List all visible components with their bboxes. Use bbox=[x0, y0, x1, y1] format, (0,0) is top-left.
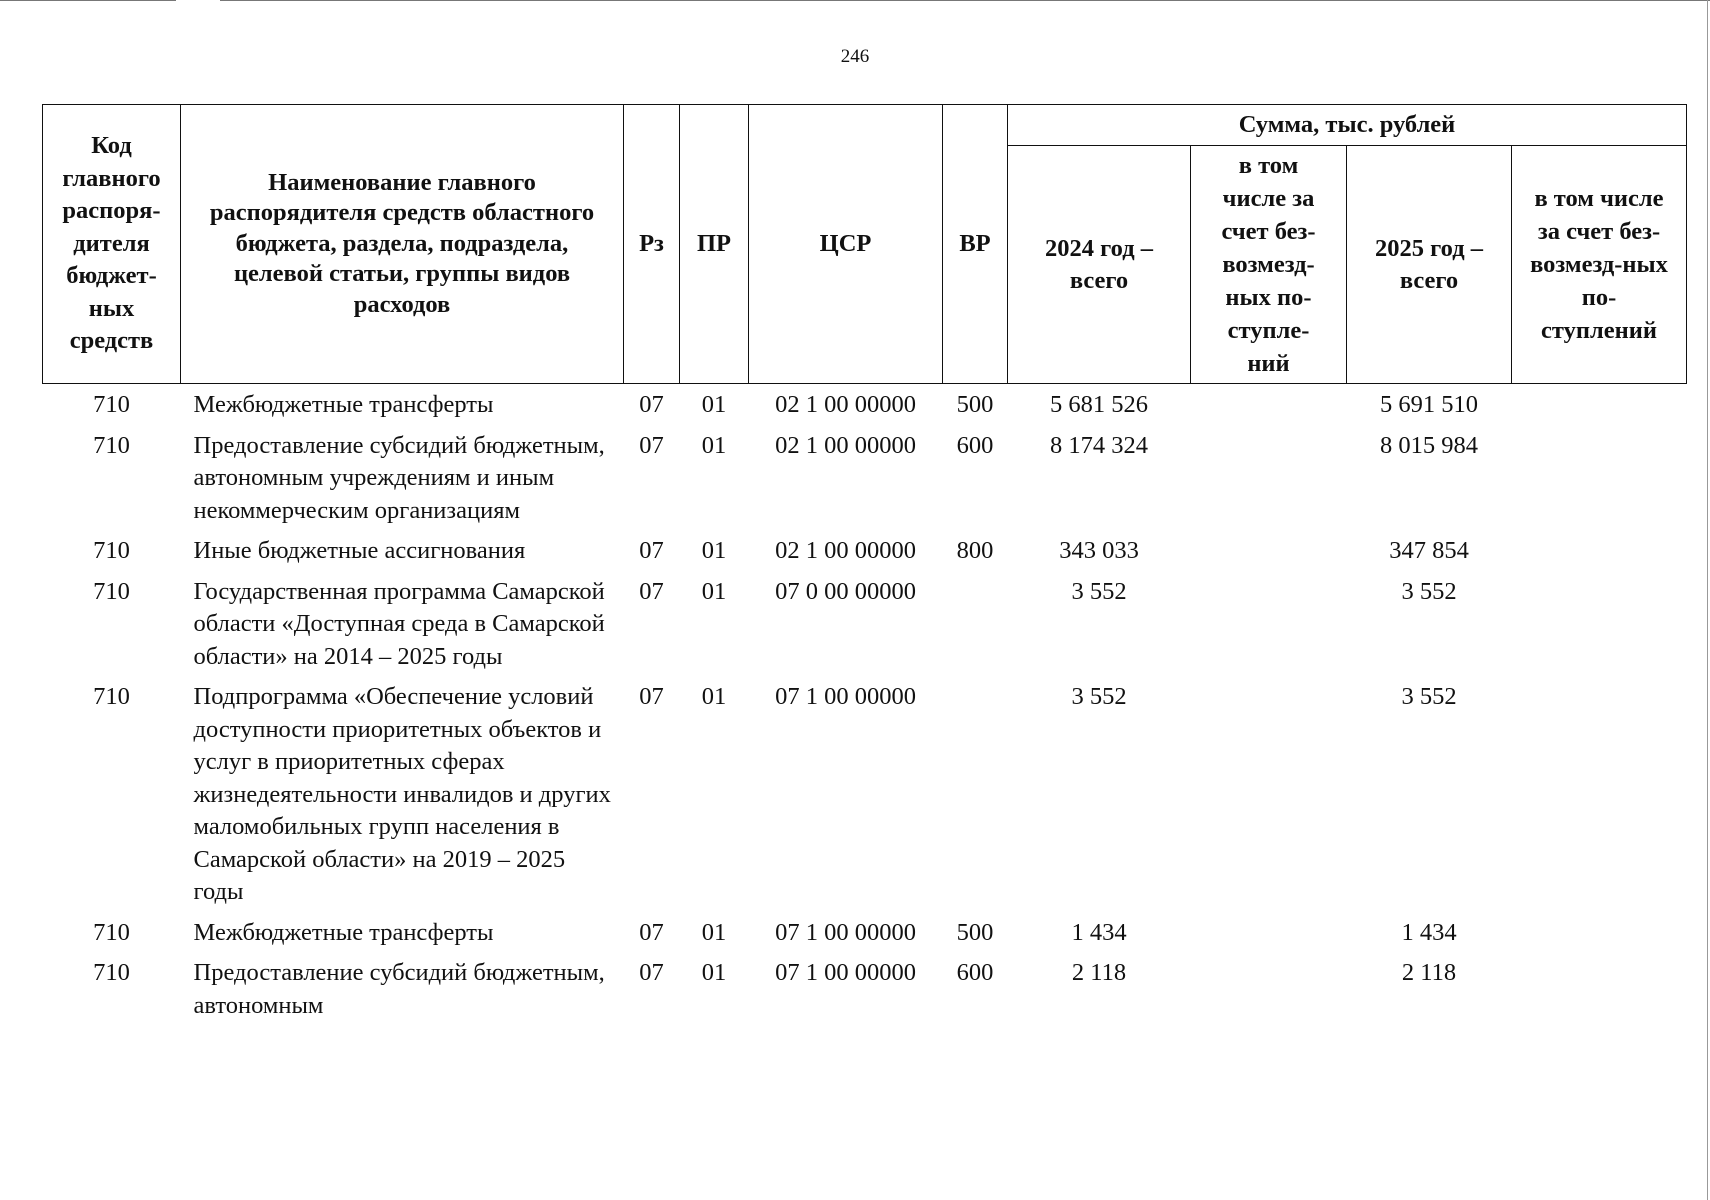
budget-table bbox=[42, 104, 1687, 1025]
cell-2025-gratuitous bbox=[1512, 571, 1687, 677]
cell-csr: 07 1 00 00000 bbox=[775, 959, 916, 986]
cell-2024-total: 2 118 bbox=[1071, 959, 1127, 986]
cell-code: 710 bbox=[93, 537, 130, 564]
cell-2025-gratuitous bbox=[1512, 912, 1687, 953]
cell-pr: 01 bbox=[701, 918, 727, 946]
cell-vr: 500 bbox=[956, 391, 994, 418]
header-code: Код главного распоря-дителя бюджет-ных средств bbox=[43, 105, 181, 384]
cell-rz: 07 bbox=[639, 918, 664, 946]
table-row bbox=[43, 384, 1687, 425]
cell-2024-gratuitous bbox=[1191, 912, 1347, 953]
cell-2025-total: 2 118 bbox=[1401, 959, 1457, 986]
cell-2024-gratuitous bbox=[1191, 530, 1347, 571]
cell-vr: 600 bbox=[956, 431, 994, 459]
table-body bbox=[43, 384, 1687, 1026]
cell-rz: 07 bbox=[639, 959, 664, 986]
page-number: 246 bbox=[840, 46, 870, 67]
header-csr: ЦСР bbox=[749, 105, 943, 384]
table-row bbox=[43, 952, 1687, 1025]
cell-code: 710 bbox=[93, 431, 130, 459]
header-rz: Рз bbox=[624, 105, 680, 384]
cell-csr: 07 1 00 00000 bbox=[775, 918, 916, 946]
table-row bbox=[43, 676, 1687, 912]
cell-rz: 07 bbox=[639, 391, 664, 418]
cell-rz: 07 bbox=[639, 577, 664, 605]
cell-2024-total: 8 174 324 bbox=[1050, 431, 1148, 459]
cell-2024-total: 5 681 526 bbox=[1050, 391, 1148, 418]
cell-2025-gratuitous bbox=[1512, 952, 1687, 1025]
cell-pr: 01 bbox=[701, 577, 727, 605]
cell-rz: 07 bbox=[639, 537, 664, 564]
cell-name: Государственная программа Самарской области «Доступная среда в Самарской области» на 2014 – 2025 годы bbox=[193, 577, 605, 670]
cell-2025-gratuitous bbox=[1512, 530, 1687, 571]
header-name: Наименование главного распорядителя средств областного бюджета, раздела, подраздела, целевой статьи, группы видов расходов bbox=[181, 105, 624, 384]
cell-vr bbox=[943, 571, 1008, 677]
cell-vr bbox=[943, 676, 1008, 912]
header-2025-total: 2025 год – всего bbox=[1347, 146, 1512, 384]
cell-2024-total: 3 552 bbox=[1071, 577, 1127, 605]
cell-pr: 01 bbox=[701, 683, 727, 710]
right-border bbox=[1707, 0, 1708, 1200]
cell-2025-gratuitous bbox=[1512, 384, 1687, 425]
cell-code: 710 bbox=[93, 959, 130, 986]
cell-name: Межбюджетные трансферты bbox=[193, 918, 494, 946]
cell-pr: 01 bbox=[701, 391, 727, 418]
cell-2025-gratuitous bbox=[1512, 425, 1687, 531]
header-pr: ПР bbox=[680, 105, 749, 384]
table-row bbox=[43, 571, 1687, 677]
cell-2024-gratuitous bbox=[1191, 952, 1347, 1025]
cell-csr: 02 1 00 00000 bbox=[775, 431, 916, 459]
cell-pr: 01 bbox=[701, 431, 727, 459]
cell-pr: 01 bbox=[701, 537, 727, 564]
header-sum-title: Сумма, тыс. рублей bbox=[1008, 105, 1687, 146]
cell-code: 710 bbox=[93, 391, 130, 418]
cell-code: 710 bbox=[93, 918, 130, 946]
cell-2024-total: 343 033 bbox=[1059, 537, 1139, 564]
cell-2025-total: 8 015 984 bbox=[1380, 431, 1478, 459]
cell-name: Предоставление субсидий бюджетным, автономным учреждениям и иным некоммерческим организациям bbox=[193, 431, 605, 524]
cell-2025-total: 347 854 bbox=[1389, 537, 1469, 564]
cell-csr: 07 0 00 00000 bbox=[775, 577, 916, 605]
cell-2024-gratuitous bbox=[1191, 571, 1347, 677]
table-row bbox=[43, 425, 1687, 531]
cell-name: Предоставление субсидий бюджетным, автономным bbox=[193, 959, 605, 1019]
cell-2024-total: 1 434 bbox=[1071, 918, 1127, 946]
cell-2024-gratuitous bbox=[1191, 425, 1347, 531]
top-border-left bbox=[0, 0, 176, 1]
cell-vr: 500 bbox=[956, 918, 994, 946]
cell-2025-total: 5 691 510 bbox=[1380, 391, 1478, 418]
cell-rz: 07 bbox=[639, 683, 664, 710]
cell-vr: 800 bbox=[956, 537, 994, 564]
cell-pr: 01 bbox=[701, 959, 727, 986]
cell-name: Межбюджетные трансферты bbox=[193, 391, 494, 418]
cell-2025-gratuitous bbox=[1512, 676, 1687, 912]
cell-2024-gratuitous bbox=[1191, 676, 1347, 912]
top-border-right bbox=[220, 0, 1710, 1]
cell-2024-total: 3 552 bbox=[1071, 683, 1127, 710]
header-2025-gratuitous: в том числе за счет без-возмезд-ных по-ступлений bbox=[1512, 146, 1687, 384]
cell-csr: 02 1 00 00000 bbox=[775, 537, 916, 564]
cell-code: 710 bbox=[93, 577, 130, 605]
cell-2025-total: 3 552 bbox=[1401, 683, 1457, 710]
cell-csr: 07 1 00 00000 bbox=[775, 683, 916, 710]
cell-rz: 07 bbox=[639, 431, 664, 459]
cell-2025-total: 3 552 bbox=[1401, 577, 1457, 605]
cell-2024-gratuitous bbox=[1191, 384, 1347, 425]
table-row bbox=[43, 912, 1687, 953]
table-header bbox=[43, 105, 1687, 384]
table-row bbox=[43, 530, 1687, 571]
cell-name: Иные бюджетные ассигнования bbox=[193, 537, 526, 564]
cell-vr: 600 bbox=[956, 959, 994, 986]
cell-code: 710 bbox=[93, 683, 130, 710]
header-vr: ВР bbox=[943, 105, 1008, 384]
cell-name: Подпрограмма «Обеспечение условий доступности приоритетных объектов и услуг в приоритетных сферах жизнедеятельности инвалидов и других маломобильных групп населения в Самарской области» на 2019 – 2025 годы bbox=[193, 683, 611, 905]
cell-csr: 02 1 00 00000 bbox=[775, 391, 916, 418]
cell-2025-total: 1 434 bbox=[1401, 918, 1457, 946]
header-2024-total: 2024 год – всего bbox=[1008, 146, 1191, 384]
header-2024-gratuitous: в том числе за счет без-возмезд-ных по-ступле-ний bbox=[1191, 146, 1347, 384]
